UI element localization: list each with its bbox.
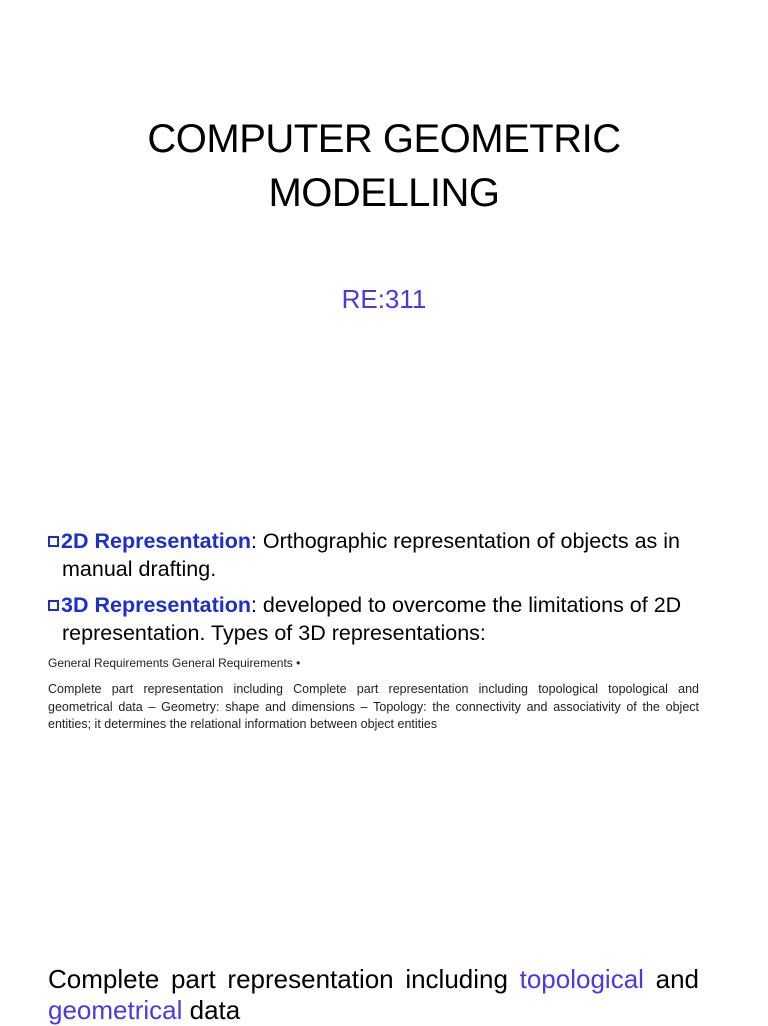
bullet-3d-representation	[48, 591, 722, 647]
highlight-geometrical: geometrical	[48, 995, 183, 1025]
general-requirements-line: General Requirements General Requirements •	[48, 656, 301, 670]
big-paragraph-text: Complete part representation including	[48, 964, 520, 994]
bullet-term: 3D Representation	[61, 593, 251, 617]
big-paragraph-text: and	[643, 964, 699, 994]
course-code: RE:311	[341, 284, 427, 314]
bullet-text: : Orthographic representation of objects as in manual drafting.	[62, 529, 681, 581]
highlight-topological: topological	[519, 964, 644, 994]
hollow-square-bullet-icon	[48, 536, 59, 547]
slide-title-line-2: MODELLING	[268, 171, 500, 215]
small-paragraph: Complete part representation including Complete part representation including topological topological and geometrical data – Geometry: shape and dimensions – Topology: the connectivity and associativity of the object entities; it determines the relational information between object entities	[48, 682, 699, 731]
bullet-text: : developed to overcome the limitations of 2D representation. Types of 3D representations:	[62, 593, 682, 645]
bullet-2d-representation	[48, 527, 722, 583]
bullet-term: 2D Representation	[61, 529, 251, 553]
big-paragraph-text: data	[182, 995, 241, 1025]
slide-title	[0, 112, 768, 220]
hollow-square-bullet-icon	[48, 600, 59, 611]
big-paragraph	[48, 964, 699, 1026]
slide-title-line-1: COMPUTER GEOMETRIC	[147, 117, 621, 161]
